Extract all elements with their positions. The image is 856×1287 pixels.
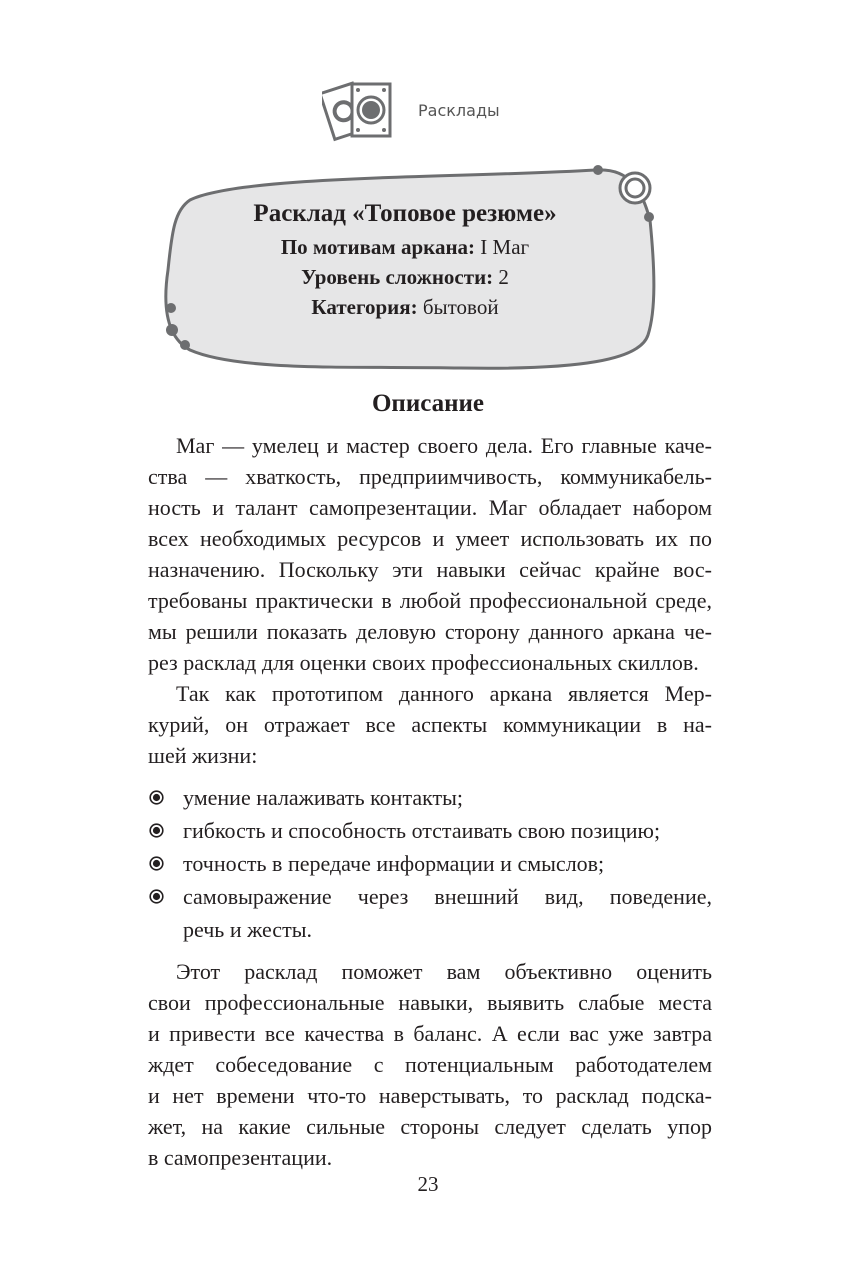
text-line: назначению. Поскольку эти навыки сейчас крайне вос- [148, 557, 712, 582]
list-item-text: самовыражение через внешний вид, поведение, [183, 884, 712, 909]
list-item-text: речь и жесты. [183, 917, 312, 942]
arcana-label: По мотивам аркана: [280, 235, 476, 259]
paragraph-3 [148, 956, 712, 1173]
spread-title: Расклад «Топовое резюме» [253, 200, 557, 227]
text-line: ность и талант самопрезентации. Маг обладает набором [148, 495, 712, 520]
bullet-icon [149, 856, 164, 871]
body-text [148, 430, 712, 1173]
section-title: Расклады [418, 101, 500, 120]
level-line [160, 262, 650, 292]
text-line: жет, на какие сильные стороны следует сделать упор [148, 1114, 712, 1139]
bullet-icon [149, 823, 164, 838]
list-item [148, 781, 712, 814]
level-label: Уровень сложности: [301, 265, 494, 289]
category-value: бытовой [422, 295, 499, 319]
text-line: мы решили показать деловую сторону данного аркана че- [148, 619, 712, 644]
text-line: шей жизни: [148, 743, 258, 768]
text-line: ства — хваткость, предприимчивость, коммуникабель- [148, 464, 712, 489]
category-label: Категория: [311, 295, 418, 319]
list-item-text: умение налаживать контакты; [183, 785, 463, 810]
list-item-text: точность в передаче информации и смыслов; [183, 851, 605, 876]
text-line: курий, он отражает все аспекты коммуникации в на- [148, 712, 712, 737]
text-line: в самопрезентации. [148, 1145, 333, 1170]
bullet-icon [149, 889, 164, 904]
level-value: 2 [498, 265, 509, 289]
spread-info-box [160, 160, 660, 375]
list-item [148, 847, 712, 880]
text-line: свои профессиональные навыки, выявить слабые места [148, 990, 712, 1015]
list-item [148, 880, 712, 946]
category-line [160, 292, 650, 322]
text-line: ждет собеседование с потенциальным работодателем [148, 1052, 712, 1077]
paragraph-2 [148, 678, 712, 771]
list-item-text: гибкость и способность отстаивать свою позицию; [183, 818, 661, 843]
arcana-line [160, 232, 650, 262]
bullet-list [148, 781, 712, 946]
arcana-value: I Маг [480, 235, 530, 259]
text-line: Маг — умелец и мастер своего дела. Его главные каче- [176, 433, 712, 458]
description-heading: Описание [371, 390, 485, 417]
text-line: требованы практически в любой профессиональной среде, [148, 588, 712, 613]
page-number: 23 [417, 1172, 439, 1196]
text-line: и нет времени что-то наверстывать, то расклад подска- [148, 1083, 712, 1108]
list-item [148, 814, 712, 847]
text-line: Так как прототипом данного аркана является Мер- [176, 681, 712, 706]
text-line: всех необходимых ресурсов и умеет использовать их по [148, 526, 712, 551]
section-header [322, 76, 622, 146]
paragraph-1 [148, 430, 712, 678]
tarot-cards-icon [322, 76, 398, 146]
text-line: и привести все качества в баланс. А если вас уже завтра [148, 1021, 712, 1046]
text-line: Этот расклад поможет вам объективно оценить [176, 959, 712, 984]
bullet-icon [149, 790, 164, 805]
text-line: рез расклад для оценки своих профессиональных скиллов. [148, 650, 699, 675]
